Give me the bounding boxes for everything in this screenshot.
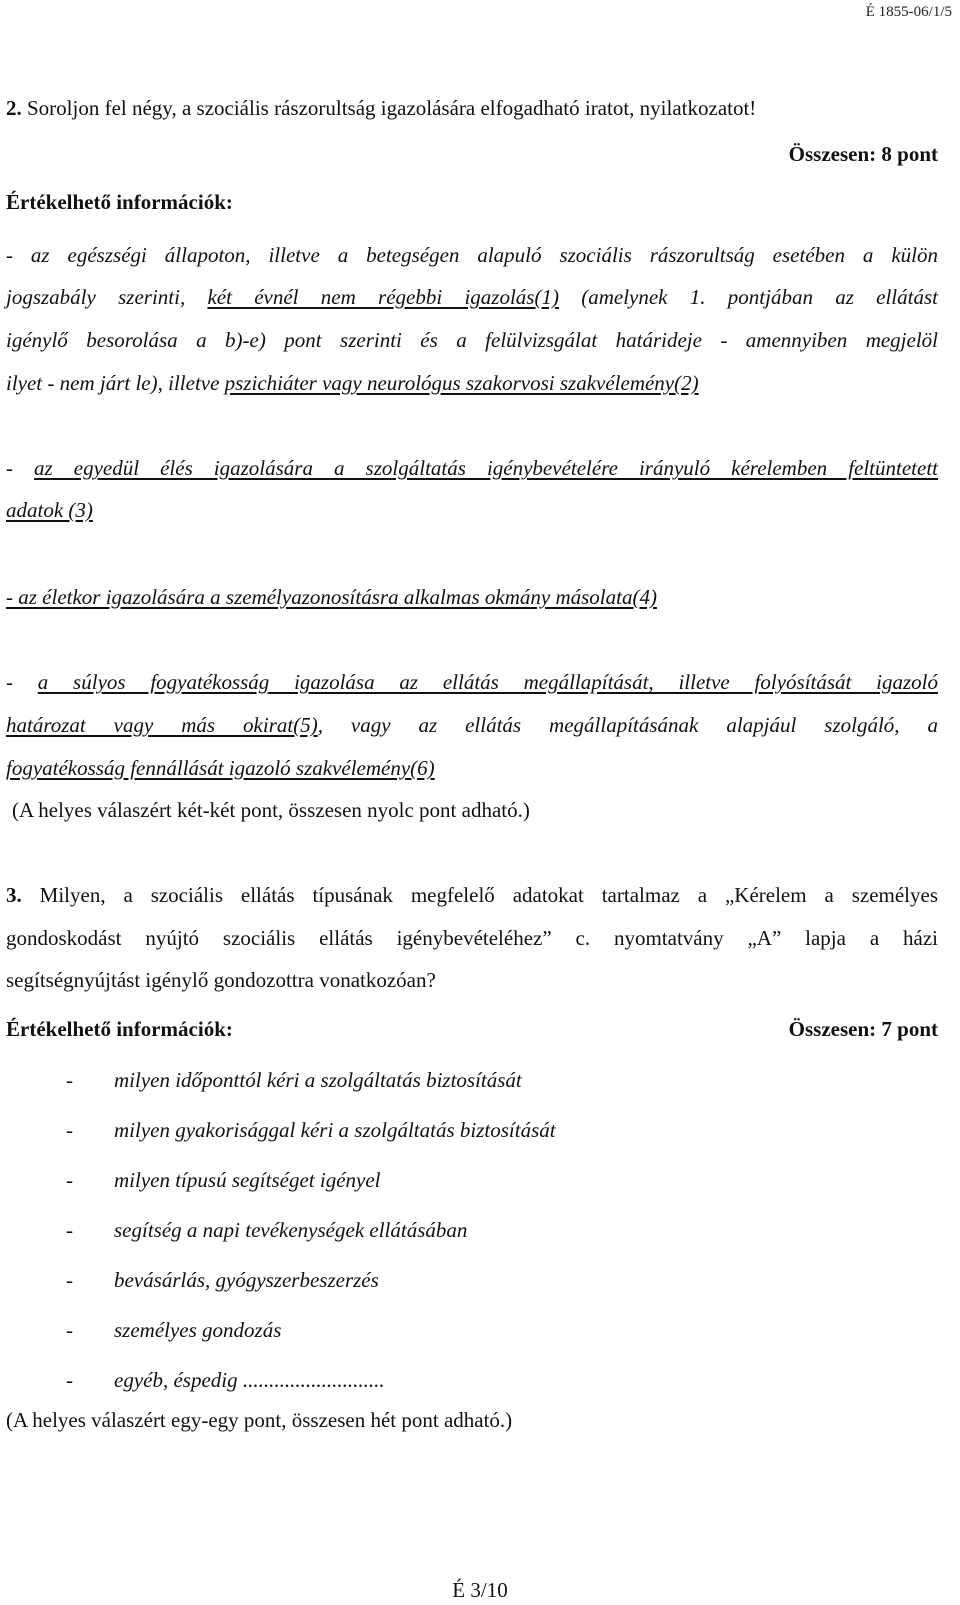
q2-answer-5-cont: határozat vagy más okirat(5) bbox=[6, 713, 318, 737]
q3-item-dash: - bbox=[66, 1318, 73, 1342]
q2-answer-2: pszichiáter vagy neurológus szakorvosi szakvélemény(2) bbox=[224, 371, 699, 395]
q2-scoring-note: (A helyes válaszért két-két pont, összesen nyolc pont adható.) bbox=[12, 798, 530, 822]
q3-item-3 bbox=[66, 1168, 381, 1193]
q2-answer-3-cont: adatok (3) bbox=[6, 498, 93, 522]
q3-item-text: milyen időponttól kéri a szolgáltatás biztosítását bbox=[114, 1068, 522, 1092]
q2-para4-dash: - bbox=[6, 670, 38, 694]
q3-item-text: segítség a napi tevékenységek ellátásában bbox=[114, 1218, 468, 1242]
q2-para3-line1 bbox=[6, 585, 938, 610]
q3-item-dash: - bbox=[66, 1218, 73, 1242]
q2-answer-3: az egyedül élés igazolására a szolgáltatás igénybevételére irányuló kérelemben feltüntetett bbox=[34, 456, 938, 480]
q3-info-heading: Értékelhető információk: bbox=[6, 1017, 233, 1041]
q3-item-dash: - bbox=[66, 1068, 73, 1092]
q3-number: 3. bbox=[6, 883, 22, 907]
q2-para4-line2-b: , vagy az ellátás megállapításának alapjául szolgáló, a bbox=[317, 713, 938, 737]
q3-item-text: milyen gyakorisággal kéri a szolgáltatás biztosítását bbox=[114, 1118, 556, 1142]
q2-answer-5: a súlyos fogyatékosság igazolása az ellátás megállapítását, illetve folyósítását igazoló bbox=[37, 670, 938, 694]
q2-para4-line3 bbox=[6, 756, 938, 781]
q2-info-heading: Értékelhető információk: bbox=[6, 190, 233, 214]
q2-para1-line2-b: (amelynek 1. pontjában az ellátást bbox=[558, 285, 938, 309]
q3-item-dash: - bbox=[66, 1168, 73, 1192]
q3-item-text: milyen típusú segítséget igényel bbox=[114, 1168, 381, 1192]
q3-item-7 bbox=[66, 1368, 385, 1393]
q3-item-dash: - bbox=[66, 1118, 73, 1142]
q3-item-dash: - bbox=[66, 1368, 73, 1392]
document-code: É 1855-06/1/5 bbox=[865, 4, 952, 20]
q2-total-points: Összesen: 8 pont bbox=[788, 142, 938, 166]
q2-text: Soroljon fel négy, a szociális rászorultság igazolására elfogadható iratot, nyilatkozatot! bbox=[21, 96, 757, 120]
q3-prompt-line3: segítségnyújtást igénylő gondozottra vonatkozóan? bbox=[6, 968, 436, 992]
q3-total-points: Összesen: 7 pont bbox=[788, 1017, 938, 1041]
q3-item-6 bbox=[66, 1318, 281, 1343]
q3-prompt-line1 bbox=[6, 883, 938, 908]
q2-para1-line4-a: ilyet - nem járt le), illetve bbox=[6, 371, 225, 395]
q2-para1-line3: igénylő besorolása a b)-e) pont szerinti és a felülvizsgálat határideje - amennyiben megjelöl bbox=[6, 328, 938, 352]
q2-para2-line2 bbox=[6, 498, 938, 523]
q2-para1-line4 bbox=[6, 371, 938, 396]
q2-para4-line1 bbox=[6, 670, 938, 695]
q3-item-1 bbox=[66, 1068, 522, 1093]
q2-number: 2. bbox=[6, 96, 22, 120]
q2-para2-line1 bbox=[6, 456, 938, 481]
page-number: É 3/10 bbox=[452, 1578, 508, 1602]
q3-item-dash: - bbox=[66, 1268, 73, 1292]
q3-text-1: Milyen, a szociális ellátás típusának megfelelő adatokat tartalmaz a „Kérelem a személyes bbox=[21, 883, 938, 907]
q3-item-text: egyéb, éspedig ........................... bbox=[114, 1368, 385, 1392]
q2-answer-4: - az életkor igazolására a személyazonosításra alkalmas okmány másolata(4) bbox=[6, 585, 657, 609]
q2-para4-line2 bbox=[6, 713, 938, 738]
q3-item-5 bbox=[66, 1268, 379, 1293]
q3-scoring-note: (A helyes válaszért egy-egy pont, összesen hét pont adható.) bbox=[6, 1408, 513, 1432]
q2-para1-line1: - az egészségi állapoton, illetve a betegségen alapuló szociális rászorultság esetében a külön bbox=[6, 243, 938, 267]
q2-para2-dash: - bbox=[6, 456, 35, 480]
q3-item-text: bevásárlás, gyógyszerbeszerzés bbox=[114, 1268, 379, 1292]
q3-item-4 bbox=[66, 1218, 467, 1243]
q3-item-text: személyes gondozás bbox=[114, 1318, 282, 1342]
q2-para1-line2 bbox=[6, 285, 938, 310]
q3-prompt-line2: gondoskodást nyújtó szociális ellátás igénybevételéhez” c. nyomtatvány „A” lapja a házi bbox=[6, 926, 938, 950]
q2-answer-1: két évnél nem régebbi igazolás(1) bbox=[207, 285, 559, 309]
q2-prompt bbox=[6, 96, 938, 121]
q3-item-2 bbox=[66, 1118, 556, 1143]
q2-answer-6: fogyatékosság fennállását igazoló szakvélemény(6) bbox=[6, 756, 435, 780]
q2-para1-line2-a: jogszabály szerinti, bbox=[6, 285, 208, 309]
